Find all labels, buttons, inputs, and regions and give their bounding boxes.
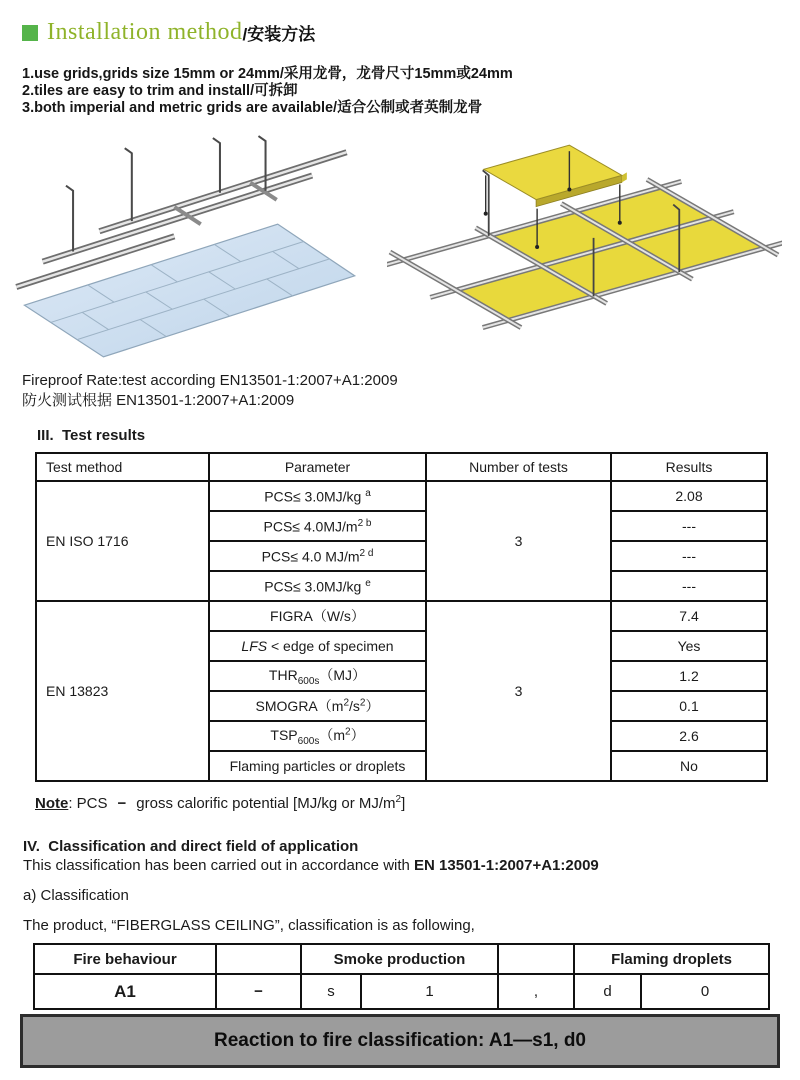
left-installation-diagram xyxy=(12,135,357,367)
page-title: Installation method xyxy=(47,19,243,45)
parameter-cell: PCS≤ 4.0 $MJ/m^{2 d}$ xyxy=(209,541,426,571)
parameter-cell: $TSP_{600s}(m^2)$ xyxy=(209,721,426,751)
header-flaming-droplets: Flaming droplets xyxy=(574,944,769,974)
result-cell: --- xyxy=(611,541,767,571)
accordance-line: This classification has been carried out in accordance with EN 13501-1:2007+A1:2009 xyxy=(23,857,599,875)
result-cell: No xyxy=(611,751,767,781)
header-smoke-production: Smoke production xyxy=(301,944,498,974)
tests-cell: 3 xyxy=(426,481,611,601)
method-cell: EN 13823 xyxy=(36,601,209,781)
note-label: Note xyxy=(35,795,69,813)
parameter-cell: LFS < edge of specimen xyxy=(209,631,426,661)
parameter-cell: PCS≤ 3.0MJ/kg $^a$ xyxy=(209,481,426,511)
method-cell: EN ISO 1716 xyxy=(36,481,209,601)
result-cell: 2.6 xyxy=(611,721,767,751)
page-title-chinese: /安装方法 xyxy=(242,25,316,44)
table-row xyxy=(36,601,767,631)
fireproof-line-en: Fireproof Rate:test according EN13501-1:2007+A1:2009 xyxy=(22,372,398,390)
parameter-cell: $THR_{600s}(MJ)$ xyxy=(209,661,426,691)
result-cell: 1.2 xyxy=(611,661,767,691)
value-d: d xyxy=(574,974,641,1009)
table-row xyxy=(36,481,767,511)
product-line: The product, “FIBERGLASS CEILING”, classification is as following, xyxy=(23,917,475,935)
reaction-to-fire-text: Reaction to fire classification: A1—s1, d0 xyxy=(213,1030,586,1051)
header-spacer xyxy=(216,944,301,974)
parameter-cell: Flaming particles or droplets xyxy=(209,751,426,781)
intro-list xyxy=(22,66,800,116)
value-comma: , xyxy=(498,974,574,1009)
table-header-row xyxy=(36,453,767,481)
fireproof-rate-text xyxy=(22,371,800,411)
right-installation-diagram xyxy=(387,129,782,376)
value-fire-class: A1 xyxy=(34,974,216,1009)
result-cell: --- xyxy=(611,571,767,601)
section-heading-test-results: III. Test results xyxy=(37,427,146,445)
section-heading-classification: IV. Classification and direct field of application xyxy=(23,838,359,856)
value-s: s xyxy=(301,974,361,1009)
col-header-results: Results xyxy=(611,453,767,481)
classification-subheading: a) Classification xyxy=(23,887,129,905)
parameter-cell: $PCS\le 4.0MJ/m^{2 b}$ xyxy=(209,511,426,541)
standard-reference: EN 13501-1:2007+A1:2009 xyxy=(414,857,599,875)
header-spacer xyxy=(498,944,574,974)
col-header-test-method: Test method xyxy=(36,453,209,481)
header-fire-behaviour: Fire behaviour xyxy=(34,944,216,974)
green-square-bullet-icon xyxy=(22,25,38,41)
classification-table xyxy=(33,943,770,1010)
tests-cell: 3 xyxy=(426,601,611,781)
parameter-cell: FIGRA（W/s） xyxy=(209,601,426,631)
result-cell: --- xyxy=(611,511,767,541)
page-header xyxy=(22,19,800,46)
result-cell: 7.4 xyxy=(611,601,767,631)
value-s1: 1 xyxy=(361,974,498,1009)
result-cell: 2.08 xyxy=(611,481,767,511)
parameter-cell: $SMOGRA(m^2/s^2)$ xyxy=(209,691,426,721)
fireproof-line-zh: 防火测试根据 EN13501-1:2007+A1:2009 xyxy=(22,392,295,410)
result-cell: Yes xyxy=(611,631,767,661)
intro-line-3: 3.both imperial and metric grids are available/适合公制或者英制龙骨 xyxy=(22,99,483,116)
test-results-table xyxy=(35,452,768,782)
col-header-number-of-tests: Number of tests xyxy=(426,453,611,481)
value-d0: 0 xyxy=(641,974,769,1009)
value-dash: − xyxy=(216,974,301,1009)
pcs-note: Note: PCS − gross calorific potential [MJ/kg or $MJ/m^2$] xyxy=(35,794,406,813)
parameter-cell: PCS≤ 3.0MJ/kg $^e$ xyxy=(209,571,426,601)
classification-header-row xyxy=(34,944,769,974)
result-cell: 0.1 xyxy=(611,691,767,721)
note-dash: − xyxy=(117,795,127,813)
installation-diagrams xyxy=(12,129,800,367)
col-header-parameter: Parameter xyxy=(209,453,426,481)
reaction-to-fire-banner xyxy=(20,1014,780,1068)
classification-value-row xyxy=(34,974,769,1009)
intro-line-2: 2.tiles are easy to trim and install/可拆卸 xyxy=(22,82,298,99)
intro-line-1: 1.use grids,grids size 15mm or 24mm/采用龙骨，龙骨尺寸15mm或24mm xyxy=(22,66,513,82)
